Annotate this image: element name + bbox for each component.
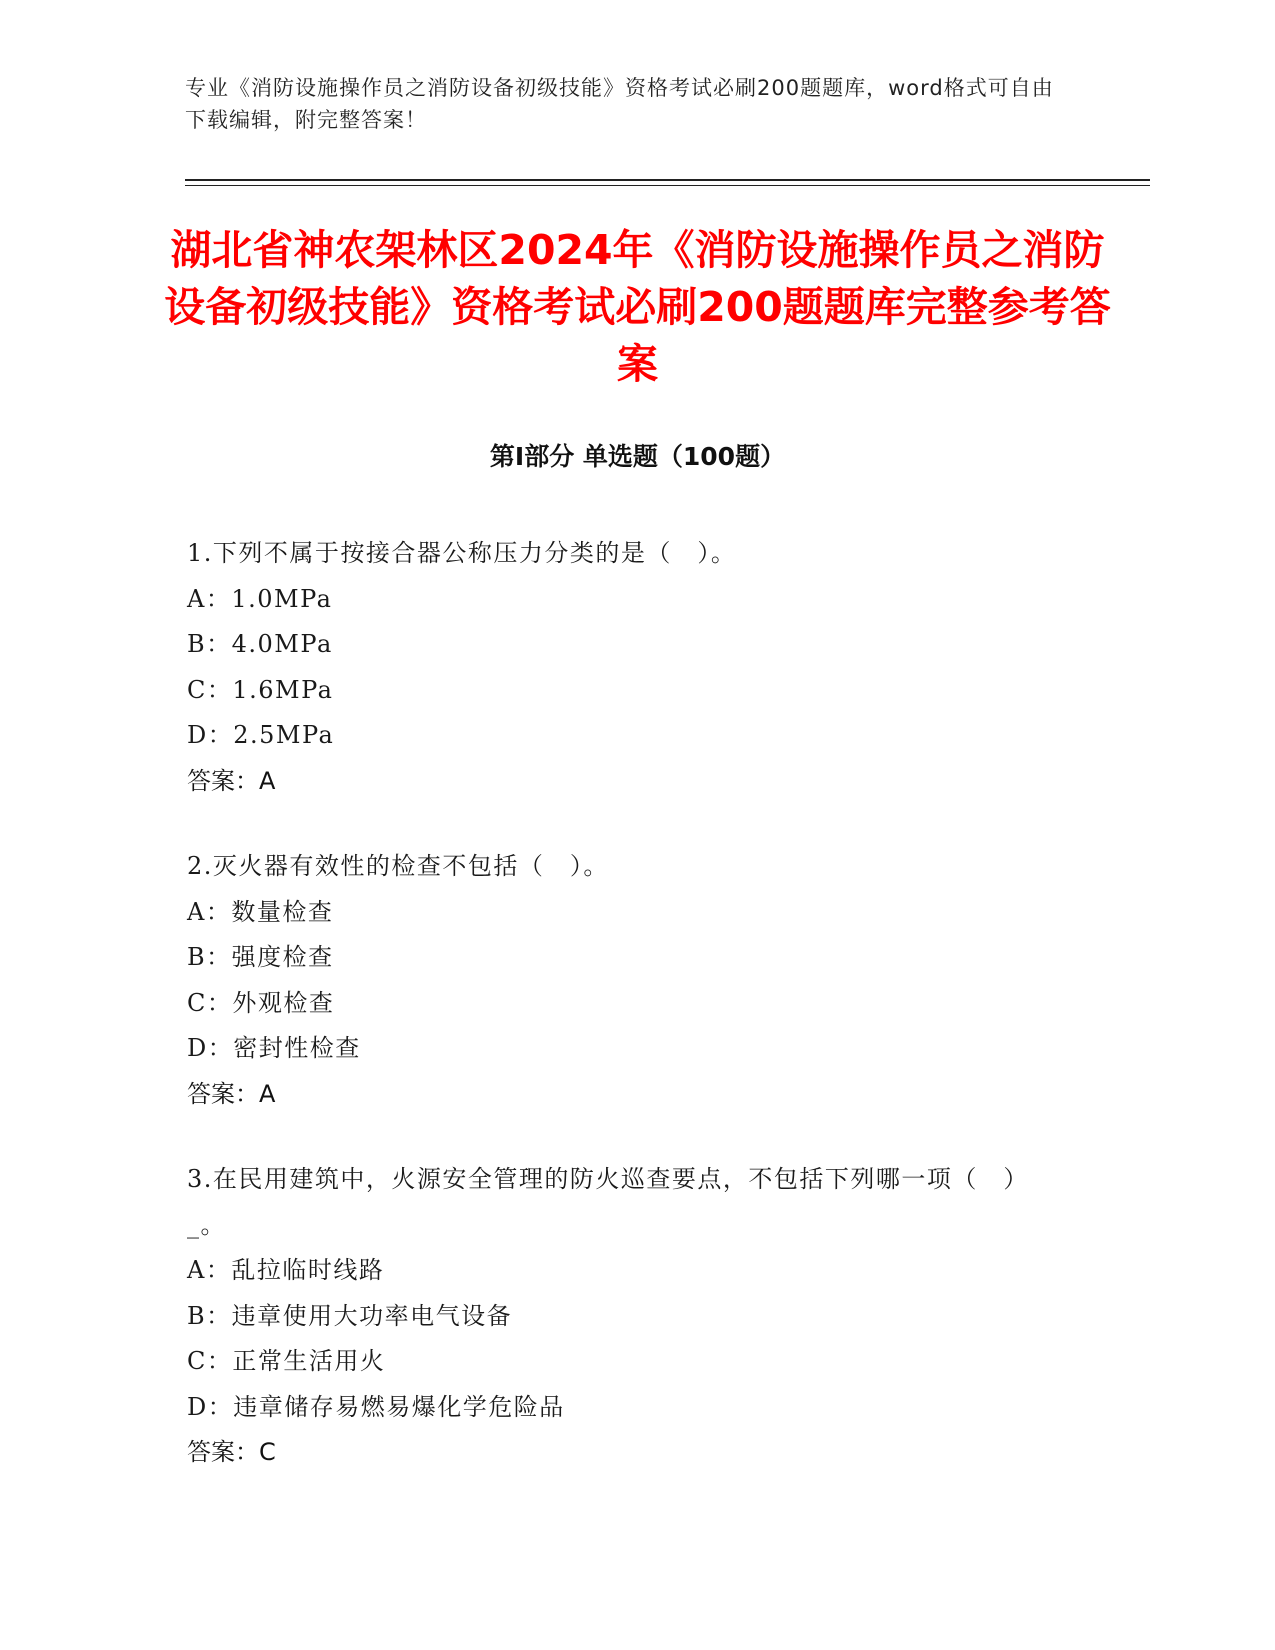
section-heading: 第I部分 单选题（100题） (489, 442, 786, 471)
document-title: 湖北省神农架林区2024年《消防设施操作员之消防设备初级技能》资格考试必刷200题题库完整参考答案 (164, 226, 1111, 388)
option-b: B：强度检查 (187, 943, 334, 971)
answer: 答案：C (187, 1438, 276, 1466)
option-d: D：违章储存易燃易爆化学危险品 (187, 1392, 565, 1421)
question-stem: 2.灭火器有效性的检查不包括（ ）。 (187, 852, 609, 880)
question-list (187, 531, 1067, 1516)
option-d: D：密封性检查 (187, 1034, 361, 1062)
option-c: C：正常生活用火 (187, 1347, 386, 1375)
option-d: D：2.5MPa (187, 721, 335, 749)
answer: 答案：A (187, 766, 276, 795)
question-stem: 1.下列不属于按接合器公称压力分类的是（ ）。 (187, 539, 737, 567)
header-note: 专业《消防设施操作员之消防设备初级技能》资格考试必刷200题题库，word格式可自由下载编辑，附完整答案！ (185, 76, 1054, 132)
option-a: A：数量检查 (187, 897, 334, 926)
option-b: B：4.0MPa (187, 630, 333, 658)
question-3 (187, 1157, 1067, 1476)
question-stem: 3.在民用建筑中，火源安全管理的防火巡查要点，不包括下列哪一项（ ）_。 (187, 1165, 1029, 1239)
header-divider-thin (185, 185, 1150, 186)
answer: 答案：A (187, 1079, 276, 1108)
option-a: A：乱拉临时线路 (187, 1256, 385, 1284)
option-c: C：1.6MPa (187, 675, 334, 704)
option-b: B：违章使用大功率电气设备 (187, 1301, 513, 1330)
header-divider-thick (185, 179, 1150, 181)
option-c: C：外观检查 (187, 988, 335, 1017)
question-1 (187, 531, 1067, 804)
option-a: A：1.0MPa (187, 584, 333, 613)
question-2 (187, 844, 1067, 1117)
